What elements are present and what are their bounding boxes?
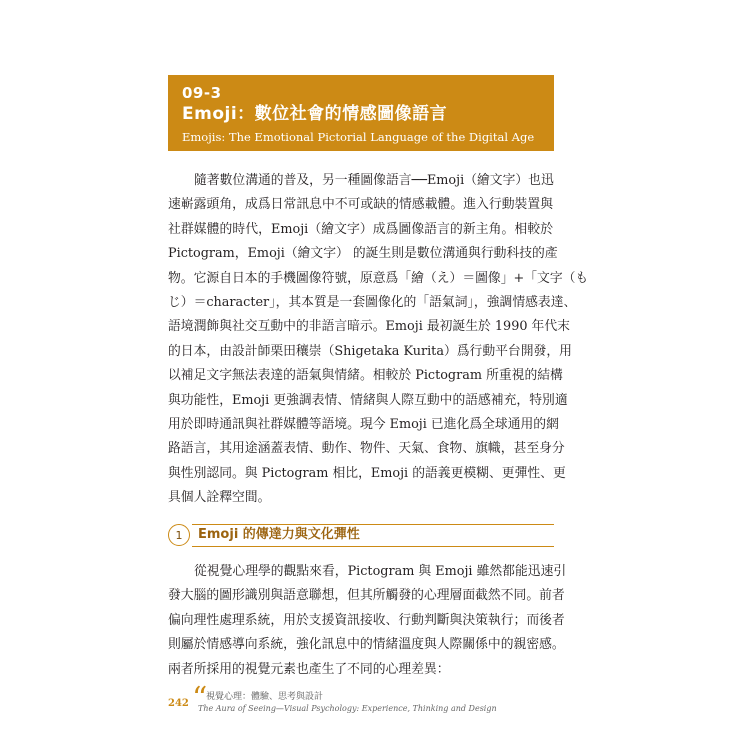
section-subtitle: Emojis: The Emotional Pictorial Language of the Digital Age — [182, 130, 535, 144]
paragraph-line: 物。它源自日本的手機圖像符號，原意爲「繪（え）＝圖像」+「文字（も — [168, 270, 589, 286]
paragraph-line: 的日本，由設計師栗田穰崇（Shigetaka Kurita）爲行動平台開發，用 — [168, 343, 572, 359]
book-title: 視覺心理：體驗、思考與設計 — [206, 692, 324, 702]
paragraph-line: 具個人詮釋空間。 — [168, 490, 271, 506]
paragraph-line: 發大腦的圖形識別與語意聯想，但其所觸發的心理層面截然不同。前者 — [168, 588, 565, 604]
paragraph-line: 隨著數位溝通的普及，另一種圖像語言──Emoji（繪文字）也迅 — [194, 173, 554, 188]
section-number-badge: 1 — [168, 524, 190, 546]
body-paragraph — [168, 560, 567, 682]
paragraph-line: 與功能性，Emoji 更強調表情、情緒與人際互動中的語感補充，特別適 — [168, 392, 568, 408]
paragraph-line: じ）＝character」，其本質是一套圖像化的「語氣詞」，強調情感表達、 — [168, 295, 577, 311]
section-code: 09-3 — [182, 84, 222, 102]
paragraph-line: 偏向理性處理系統，用於支援資訊接收、行動判斷與決策執行；而後者 — [168, 612, 565, 628]
section-heading-text: Emoji 的傳達力與文化彈性 — [198, 527, 360, 542]
paragraph-line: 路語言，其用途涵蓋表情、動作、物件、天氣、食物、旗幟，甚至身分 — [168, 441, 565, 457]
paragraph-line: 速嶄露頭角，成爲日常訊息中不可或缺的情感載體。進入行動裝置與 — [168, 197, 553, 213]
section-title: Emoji：數位社會的情感圖像語言 — [182, 104, 448, 124]
page-footer — [168, 681, 568, 716]
page-number: 242 — [168, 698, 189, 709]
paragraph-line: 社群媒體的時代，Emoji（繪文字）成爲圖像語言的新主角。相較於 — [168, 221, 553, 237]
section-heading — [168, 522, 554, 550]
paragraph-line: 用於即時通訊與社群媒體等語境。現今 Emoji 已進化爲全球通用的網 — [168, 417, 559, 433]
paragraph-line: 則屬於情感導向系統，強化訊息中的情緒溫度與人際關係中的親密感。 — [168, 637, 565, 653]
paragraph-line: 與性別認同。與 Pictogram 相比，Emoji 的語義更模糊、更彈性、更 — [168, 465, 566, 481]
quote-mark-icon: “ — [192, 681, 208, 716]
paragraph-line: 語境潤飾與社交互動中的非語言暗示。Emoji 最初誕生於 1990 年代末 — [168, 319, 570, 335]
paragraph-line: 從視覺心理學的觀點來看，Pictogram 與 Emoji 雖然都能迅速引 — [194, 564, 567, 579]
paragraph-line: 兩者所採用的視覺元素也產生了不同的心理差異： — [168, 661, 450, 677]
book-subtitle: The Aura of Seeing—Visual Psychology: Experience, Thinking and Design — [198, 704, 497, 713]
paragraph-line: Pictogram，Emoji（繪文字） 的誕生則是數位溝通與行動科技的產 — [168, 246, 558, 262]
heading-rule-bottom — [192, 546, 554, 547]
paragraph-line: 以補足文字無法表達的語氣與情緒。相較於 Pictogram 所重視的結構 — [168, 368, 563, 384]
chapter-banner — [168, 75, 554, 151]
intro-paragraph — [168, 169, 589, 511]
